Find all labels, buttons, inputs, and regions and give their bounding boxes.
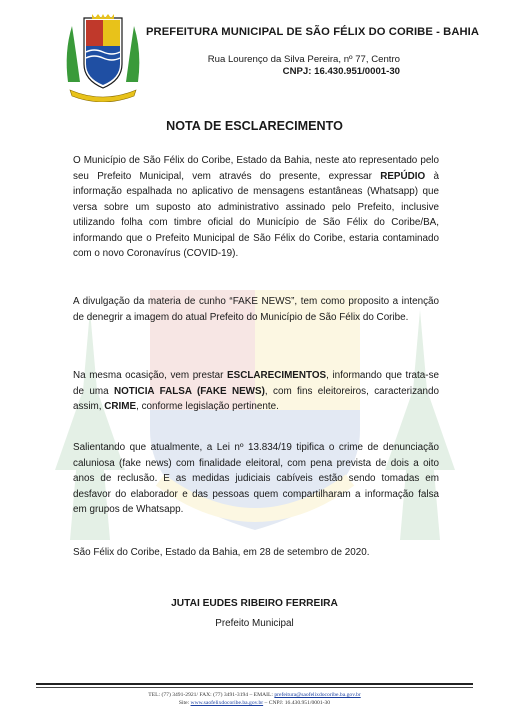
footer-cnpj: – CNPJ: 16.430.951/0001-30 — [263, 700, 331, 706]
p3-bold-esclarecimentos: ESCLARECIMENTOS — [227, 370, 327, 381]
paragraph-4: Salientando que atualmente, a Lei nº 13.834/19 tipifica o crime de denunciação caluniosa (fake news) com finalidade eleitoral, com pena prevista de dois a oito anos de reclusão. E as medidas judiciais cabíveis estão sendo tomadas em desfavor do elaborador e das pessoas quem compartilharam a informação falsa em grupos de Whatsapp. — [73, 442, 439, 515]
municipal-coat-of-arms-icon — [62, 12, 144, 102]
footer-site-link[interactable]: www.saofelixdocoribe.ba.gov.br — [190, 700, 264, 706]
signer-name: JUTAI EUDES RIBEIRO FERREIRA — [171, 598, 338, 609]
p3-text-c: , informando que trata-se de uma — [73, 370, 439, 397]
footer-divider-thin — [36, 687, 473, 688]
header-title: PREFEITURA MUNICIPAL DE SÃO FÉLIX DO CORIBE - BAHIA — [146, 26, 480, 38]
paragraph-1 — [73, 153, 439, 262]
p3-text-a: Na mesma ocasição, vem prestar — [73, 370, 228, 381]
footer-contact-line — [0, 692, 509, 698]
footer-divider-thick — [36, 683, 473, 685]
document-title: NOTA DE ESCLARECIMENTO — [166, 119, 343, 133]
footer-phone-fax: TEL: (77) 3491-2921/ FAX: (77) 3491-3194 – EMAIL: — [148, 692, 275, 698]
p1-text-a: O Município de São Félix do Coribe, Estado da Bahia, neste ato representado pelo seu Prefeito Municipal, vem através do presente, expressar — [73, 155, 439, 182]
p1-text-c: à informação espalhada no aplicativo de mensagens estantâneas (Whatsapp) que versa sobre um suposto ato administrativo assinado pelo Prefeito, inclusive utilizando folha com timbre oficial do Município de São Félix do Coribe/BA, informando que o Prefeito Municipal de São Félix do Coribe, estaria contaminado com o novo Coronavírus (COVID-19). — [73, 170, 439, 259]
p3-text-e: , com fins eleitoreiros, caracterizando assim, — [73, 385, 440, 412]
header-address: Rua Lourenço da Silva Pereira, nº 77, Centro — [207, 54, 400, 65]
signer-role: Prefeito Municipal — [215, 618, 294, 629]
header-address-block — [160, 54, 400, 78]
date-line: São Félix do Coribe, Estado da Bahia, em 28 de setembro de 2020. — [73, 547, 370, 558]
p3-text-g: , conforme legislação pertinente. — [136, 401, 279, 412]
footer-site-label: Site: — [178, 700, 191, 706]
header-cnpj: CNPJ: 16.430.951/0001-30 — [282, 66, 400, 77]
p1-bold-repudio: REPÚDIO — [380, 170, 426, 182]
paragraph-3 — [73, 368, 439, 415]
footer-site-line — [0, 700, 509, 706]
footer-email-link[interactable]: prefeitura@saofelixdocoribe.ba.gov.br — [274, 692, 361, 698]
paragraph-2: A divulgação da materia de cunho “FAKE NEWS”, tem como proposito a intenção de denegrir a imagem do atual Prefeito do Município de São Félix do Coribe. — [73, 296, 439, 323]
p3-bold-noticia-falsa: NOTICIA FALSA (FAKE NEWS) — [113, 385, 265, 397]
p3-bold-crime: CRIME — [104, 401, 137, 412]
